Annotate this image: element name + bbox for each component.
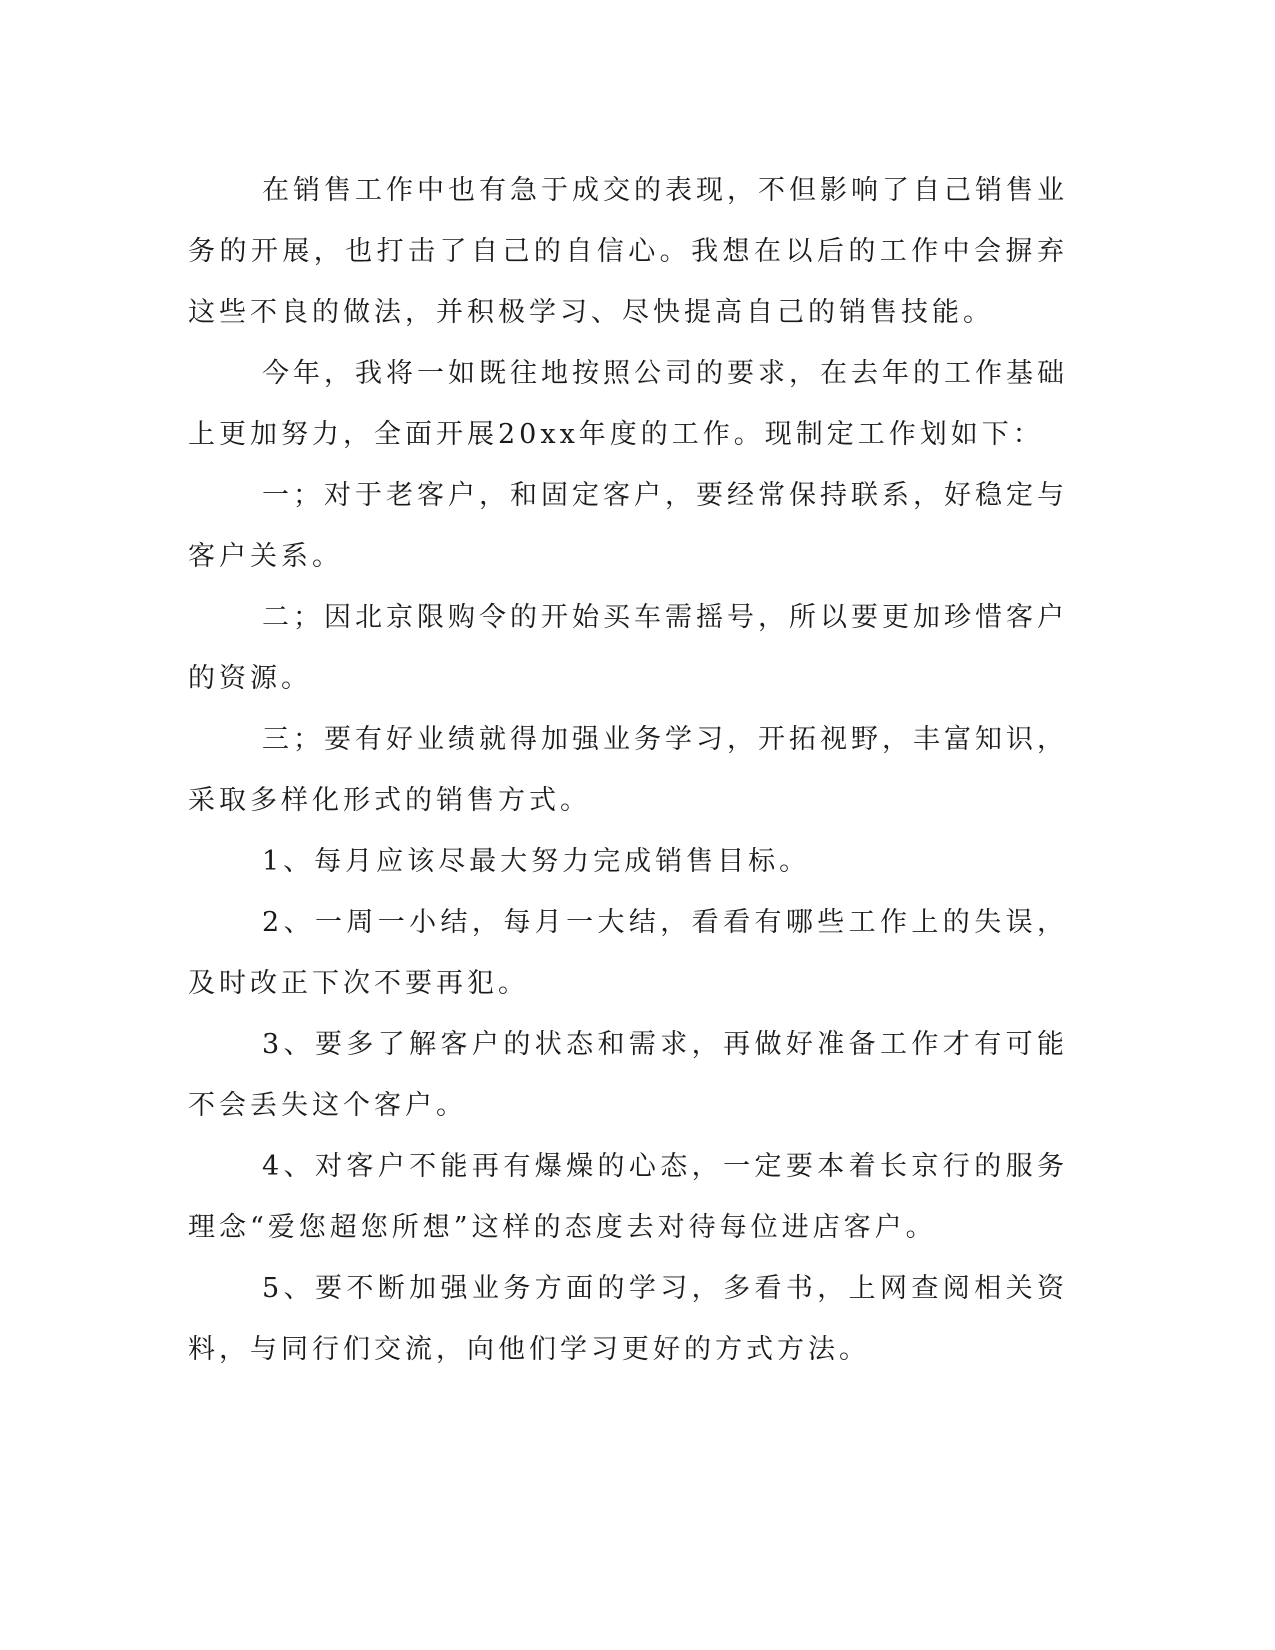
list-item-3: 3、要多了解客户的状态和需求，再做好准备工作才有可能不会丢失这个客户。	[188, 1029, 1068, 1121]
paragraph-annual-plan-intro: 今年，我将一如既往地按照公司的要求，在去年的工作基础上更加努力，全面开展20xx年度的工作。现制定工作划如下：	[188, 358, 1068, 450]
list-item-2: 2、一周一小结，每月一大结，看看有哪些工作上的失误，及时改正下次不要再犯。	[188, 907, 1068, 999]
paragraph-sales-reflection: 在销售工作中也有急于成交的表现，不但影响了自己销售业务的开展，也打击了自己的自信心。我想在以后的工作中会摒弃这些不良的做法，并积极学习、尽快提高自己的销售技能。	[188, 175, 1068, 328]
list-item-5: 5、要不断加强业务方面的学习，多看书，上网查阅相关资料，与同行们交流，向他们学习更好的方式方法。	[188, 1273, 1068, 1365]
paragraph-point-two: 二；因北京限购令的开始买车需摇号，所以要更加珍惜客户的资源。	[188, 602, 1068, 694]
list-item-4: 4、对客户不能再有爆燥的心态，一定要本着长京行的服务理念“爱您超您所想”这样的态度去对待每位进店客户。	[188, 1151, 1068, 1243]
document-body	[188, 160, 1068, 1380]
paragraph-point-three: 三；要有好业绩就得加强业务学习，开拓视野，丰富知识，采取多样化形式的销售方式。	[188, 724, 1068, 816]
paragraph-point-one: 一；对于老客户，和固定客户，要经常保持联系，好稳定与客户关系。	[188, 480, 1068, 572]
list-item-1: 1、每月应该尽最大努力完成销售目标。	[262, 846, 811, 877]
